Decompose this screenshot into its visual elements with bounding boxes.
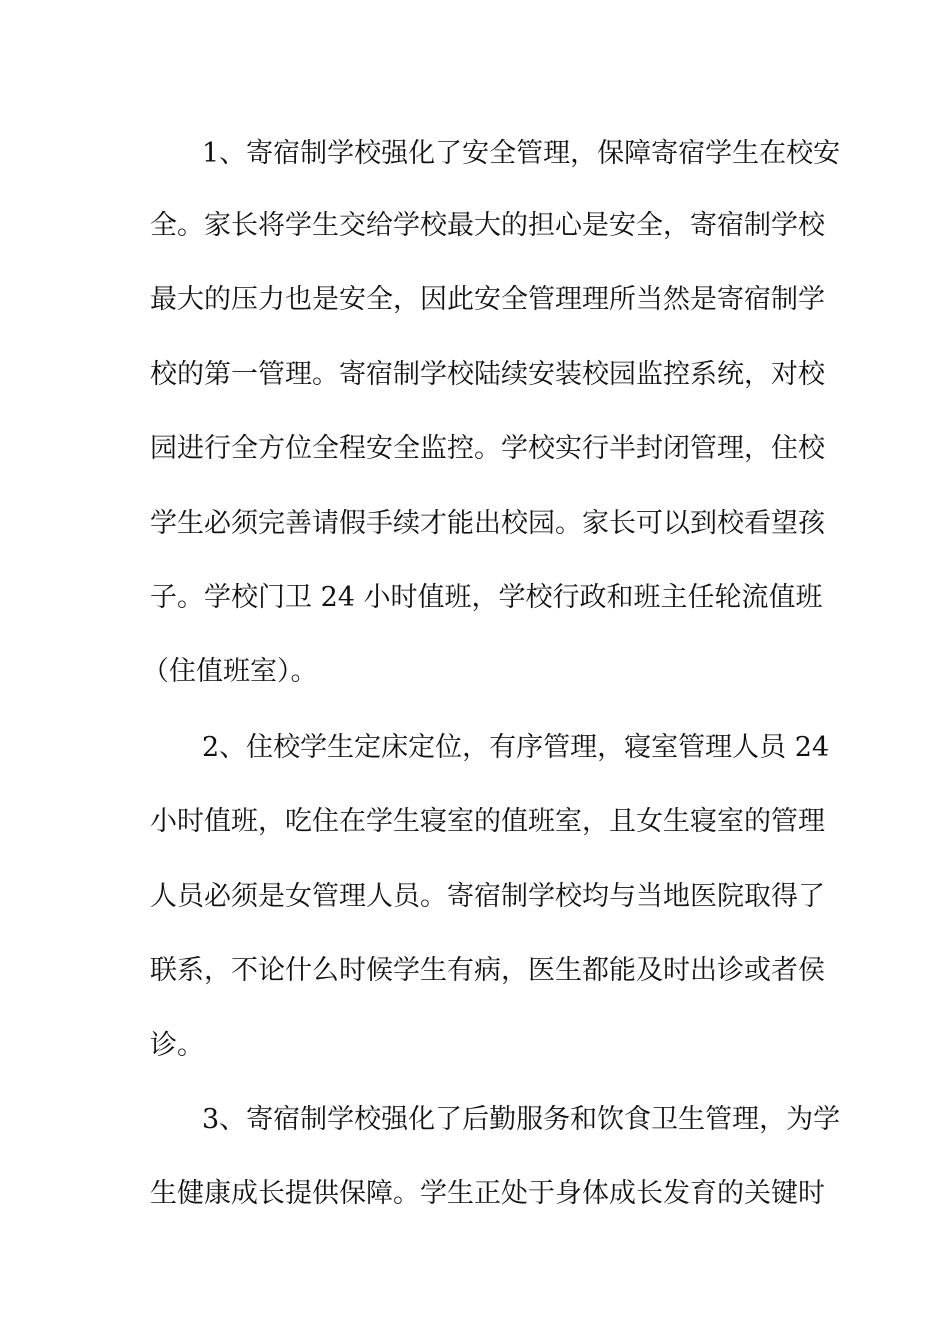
text-line: 园进行全方位全程安全监控。学校实行半封闭管理，住校 xyxy=(150,433,825,464)
text-line: 子。学校门卫 24 小时值班，学校行政和班主任轮流值班 xyxy=(150,582,823,613)
text-line: 最大的压力也是安全，因此安全管理理所当然是寄宿制学 xyxy=(150,284,825,315)
text-line: 联系，不论什么时候学生有病，医生都能及时出诊或者侯 xyxy=(150,955,825,986)
text-line: 诊。 xyxy=(150,1030,204,1061)
text-line: 学生必须完善请假手续才能出校园。家长可以到校看望孩 xyxy=(150,508,825,539)
text-line: 生健康成长提供保障。学生正处于身体成长发育的关键时 xyxy=(150,1178,825,1209)
text-line: 2、住校学生定床定位，有序管理，寝室管理人员 24 xyxy=(202,732,830,763)
text-line: （住值班室）。 xyxy=(142,656,318,687)
text-line: 3、寄宿制学校强化了后勤服务和饮食卫生管理，为学 xyxy=(202,1104,841,1135)
text-line: 小时值班，吃住在学生寝室的值班室，且女生寝室的管理 xyxy=(150,806,825,837)
text-line: 校的第一管理。寄宿制学校陆续安装校园监控系统，对校 xyxy=(150,359,825,390)
text-line: 人员必须是女管理人员。寄宿制学校均与当地医院取得了 xyxy=(150,881,825,912)
text-line: 全。家长将学生交给学校最大的担心是安全，寄宿制学校 xyxy=(150,210,825,241)
text-line: 1、寄宿制学校强化了安全管理，保障寄宿学生在校安 xyxy=(202,138,841,169)
